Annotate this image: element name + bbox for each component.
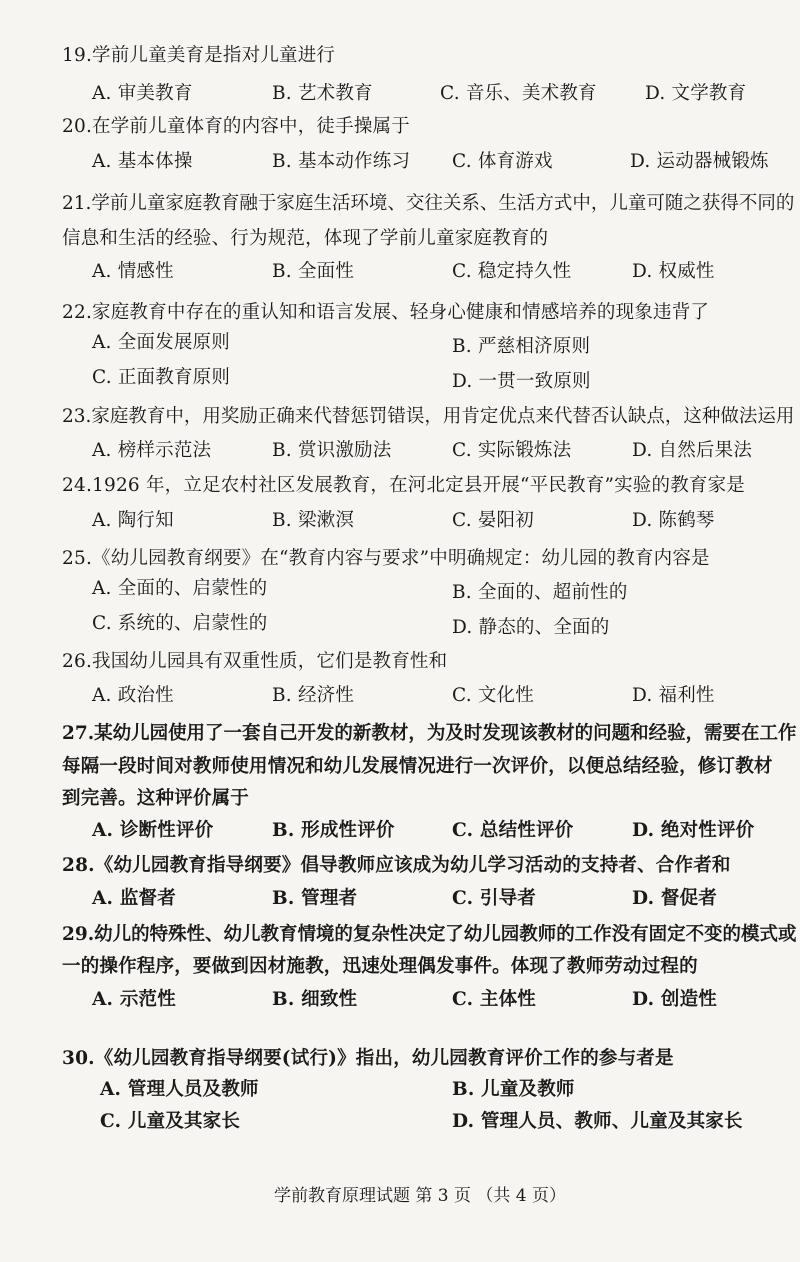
- answer-option: C. 系统的、启蒙性的: [92, 613, 268, 634]
- answer-option: D. 自然后果法: [632, 440, 753, 461]
- answer-option: B. 经济性: [272, 685, 355, 706]
- answer-option: D. 文学教育: [645, 83, 747, 104]
- answer-option: A. 榜样示范法: [92, 440, 212, 461]
- answer-option: B. 艺术教育: [272, 83, 373, 104]
- answer-option: B. 基本动作练习: [272, 151, 411, 172]
- answer-option: A. 陶行知: [92, 510, 174, 531]
- answer-option: D. 陈鹤琴: [632, 510, 715, 531]
- question-stem: 29.幼儿的特殊性、幼儿教育情境的复杂性决定了幼儿园教师的工作没有固定不变的模式或: [62, 924, 797, 945]
- question-stem: 30.《幼儿园教育指导纲要(试行)》指出，幼儿园教育评价工作的参与者是: [62, 1048, 674, 1069]
- answer-option: D. 督促者: [632, 888, 717, 909]
- answer-option: C. 晏阳初: [452, 510, 534, 531]
- answer-option: D. 管理人员、教师、儿童及其家长: [452, 1111, 743, 1132]
- answer-option: D. 福利性: [632, 685, 715, 706]
- question-stem: 26.我国幼儿园具有双重性质，它们是教育性和: [62, 651, 448, 672]
- answer-option: D. 静态的、全面的: [452, 617, 610, 638]
- question-stem: 28.《幼儿园教育指导纲要》倡导教师应该成为幼儿学习活动的支持者、合作者和: [62, 855, 731, 876]
- answer-option: C. 音乐、美术教育: [440, 83, 597, 104]
- answer-option: C. 体育游戏: [452, 151, 553, 172]
- answer-option: A. 示范性: [92, 989, 176, 1010]
- answer-option: B. 儿童及教师: [452, 1079, 575, 1100]
- answer-option: B. 形成性评价: [272, 820, 395, 841]
- answer-option: A. 基本体操: [92, 151, 193, 172]
- answer-option: C. 文化性: [452, 685, 534, 706]
- answer-option: A. 情感性: [92, 261, 174, 282]
- answer-option: B. 管理者: [272, 888, 358, 909]
- answer-option: D. 绝对性评价: [632, 820, 755, 841]
- question-stem: 20.在学前儿童体育的内容中，徒手操属于: [62, 116, 410, 137]
- answer-option: A. 全面的、启蒙性的: [92, 578, 268, 599]
- answer-option: C. 实际锻炼法: [452, 440, 572, 461]
- answer-option: B. 细致性: [272, 989, 358, 1010]
- answer-option: A. 审美教育: [92, 83, 193, 104]
- question-stem: 25.《幼儿园教育纲要》在“教育内容与要求”中明确规定：幼儿园的教育内容是: [62, 548, 710, 569]
- answer-option: C. 儿童及其家长: [100, 1111, 241, 1132]
- answer-option: C. 主体性: [452, 989, 536, 1010]
- answer-option: A. 监督者: [92, 888, 176, 909]
- question-stem-continued: 一的操作程序，要做到因材施教，迅速处理偶发事件。体现了教师劳动过程的: [62, 956, 698, 977]
- answer-option: D. 创造性: [632, 989, 717, 1010]
- question-stem-continued: 每隔一段时间对教师使用情况和幼儿发展情况进行一次评价，以便总结经验，修订教材: [62, 756, 773, 777]
- question-stem-continued: 信息和生活的经验、行为规范，体现了学前儿童家庭教育的: [62, 228, 549, 249]
- answer-option: D. 权威性: [632, 261, 715, 282]
- question-stem: 24.1926 年，立足农村社区发展教育，在河北定县开展“平民教育”实验的教育家是: [62, 475, 746, 496]
- answer-option: A. 诊断性评价: [92, 820, 214, 841]
- page-footer: 学前教育原理试题 第 3 页 （共 4 页）: [273, 1186, 567, 1206]
- answer-option: D. 运动器械锻炼: [630, 151, 769, 172]
- answer-option: B. 赏识激励法: [272, 440, 392, 461]
- answer-option: B. 全面性: [272, 261, 355, 282]
- answer-option: A. 政治性: [92, 685, 174, 706]
- answer-option: B. 全面的、超前性的: [452, 582, 628, 603]
- question-stem: 27.某幼儿园使用了一套自己开发的新教材，为及时发现该教材的问题和经验，需要在工作: [62, 723, 797, 744]
- answer-option: C. 引导者: [452, 888, 536, 909]
- question-stem: 19.学前儿童美育是指对儿童进行: [62, 45, 336, 66]
- answer-option: B. 梁漱溟: [272, 510, 355, 531]
- answer-option: A. 全面发展原则: [92, 332, 230, 353]
- answer-option: C. 正面教育原则: [92, 367, 231, 388]
- question-stem: 21.学前儿童家庭教育融于家庭生活环境、交往关系、生活方式中，儿童可随之获得不同的: [62, 193, 795, 214]
- question-stem: 23.家庭教育中，用奖励正确来代替惩罚错误，用肯定优点来代替否认缺点，这种做法运用: [62, 406, 795, 427]
- answer-option: C. 稳定持久性: [452, 261, 572, 282]
- answer-option: D. 一贯一致原则: [452, 371, 591, 392]
- question-stem-continued: 到完善。这种评价属于: [62, 788, 250, 809]
- answer-option: C. 总结性评价: [452, 820, 574, 841]
- answer-option: B. 严慈相济原则: [452, 336, 591, 357]
- question-stem: 22.家庭教育中存在的重认知和语言发展、轻身心健康和情感培养的现象违背了: [62, 302, 710, 323]
- answer-option: A. 管理人员及教师: [100, 1079, 259, 1100]
